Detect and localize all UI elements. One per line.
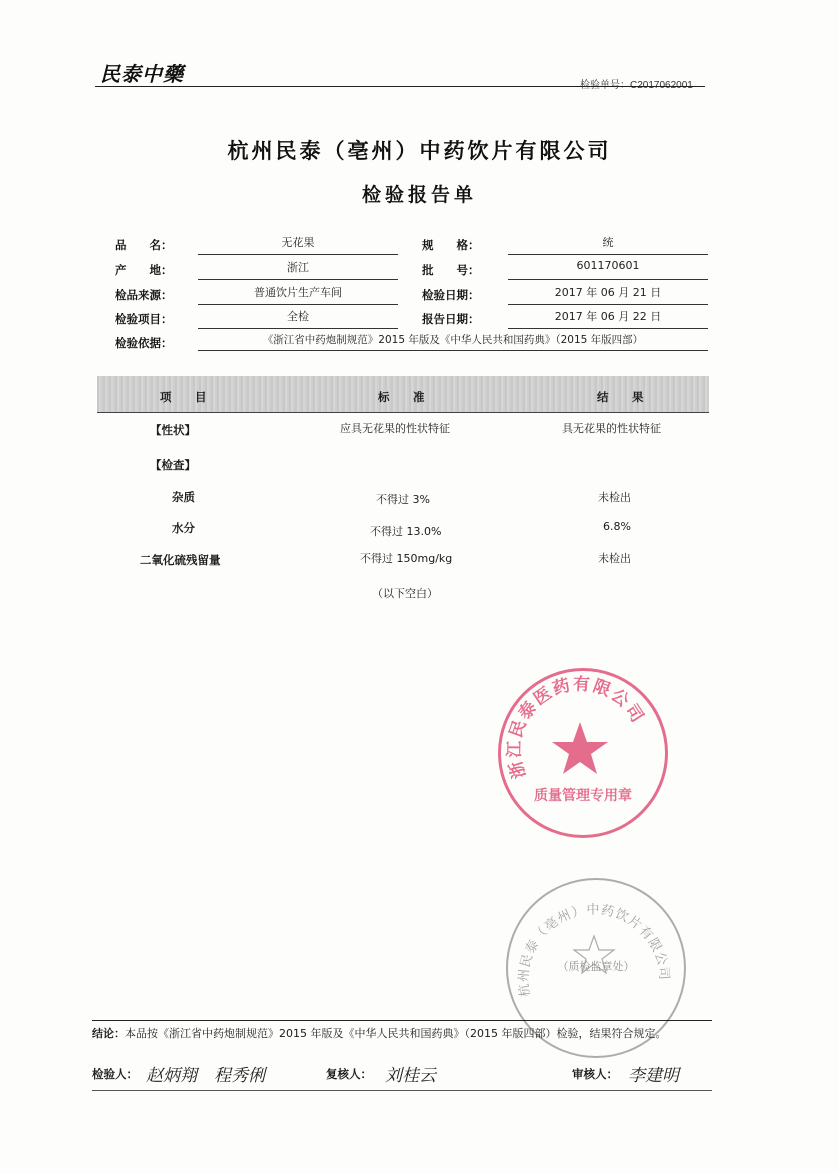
character-standard: 应具无花果的性状特征 [340,422,450,435]
section-character: 【性状】 [150,423,196,437]
header-divider [95,86,705,87]
basis-value: 《浙江省中药炮制规范》2015 年版及《中华人民共和国药典》（2015 年版四部） [198,332,708,351]
batch-label: 批 号： [422,263,480,277]
row-item: 杂质 [172,490,195,504]
reviewer-label: 复核人： [326,1067,372,1081]
col-header-item: 项 目 [160,390,213,404]
svg-text:浙江民泰医药有限公司 [505,674,649,781]
basis-label: 检验依据： [115,336,173,350]
approver-signature: 李建明 [628,1066,679,1086]
svg-text:杭州民泰（亳州）中药饮片有限公司 [515,901,671,997]
signature-divider [92,1090,712,1091]
items-label: 检验项目： [115,312,173,326]
company-title: 杭州民泰（亳州）中药饮片有限公司 [227,138,612,163]
section-check: 【检查】 [150,458,196,472]
spec-value: 统 [508,234,708,255]
company-logo: 民泰中藥 [100,62,184,86]
batch-value: 601170601 [508,259,708,280]
insp-date-value: 2017 年 06 月 21 日 [508,284,708,305]
col-header-result: 结 果 [597,390,650,404]
document-number: 检验单号：C2017062001 [580,80,693,91]
gray-stamp-text: 杭州民泰（亳州）中药饮片有限公司 [516,902,671,998]
table-header-divider [97,412,709,413]
insp-date-label: 检验日期： [422,288,480,302]
name-value: 无花果 [198,234,398,255]
report-title: 检验报告单 [361,184,477,206]
red-stamp-subtext: 质量管理专用章 [534,788,632,804]
star-icon [552,722,608,774]
col-header-standard: 标 准 [378,390,431,404]
row-item: 水分 [172,521,195,535]
row-result: 6.8% [603,520,631,533]
row-item: 二氧化硫残留量 [140,553,221,567]
inspector-label: 检验人： [92,1067,138,1081]
row-standard: 不得过 3% [376,493,430,506]
blank-note: （以下空白） [372,587,438,600]
approver-label: 审核人： [572,1067,618,1081]
source-label: 检品来源： [115,288,173,302]
row-result: 未检出 [598,491,631,504]
origin-value: 浙江 [198,259,398,280]
conclusion-label: 结论： [92,1027,125,1040]
reviewer-signature: 刘桂云 [385,1066,436,1086]
character-result: 具无花果的性状特征 [562,422,661,435]
report-date-value: 2017 年 06 月 22 日 [508,308,708,329]
conclusion-text: 本品按《浙江省中药炮制规范》2015 年版及《中华人民共和国药典》（2015 年版四部）检验，结果符合规定。 [125,1027,667,1040]
row-standard: 不得过 13.0% [370,525,442,538]
report-date-label: 报告日期： [422,312,480,326]
items-value: 全检 [198,308,398,329]
red-stamp-text: 浙江民泰医药有限公司 [504,674,649,781]
origin-label: 产 地： [115,263,173,277]
source-value: 普通饮片生产车间 [198,284,398,305]
conclusion-divider [92,1020,712,1021]
row-result: 未检出 [598,552,631,565]
quality-stamp [498,668,668,838]
gray-stamp-subtext: （质检监章处） [557,960,635,973]
spec-label: 规 格： [422,238,480,252]
conclusion [92,1025,707,1042]
inspector-signature: 赵炳翔 程秀俐 [146,1066,265,1086]
name-label: 品 名： [115,238,173,252]
row-standard: 不得过 150mg/kg [360,552,453,565]
